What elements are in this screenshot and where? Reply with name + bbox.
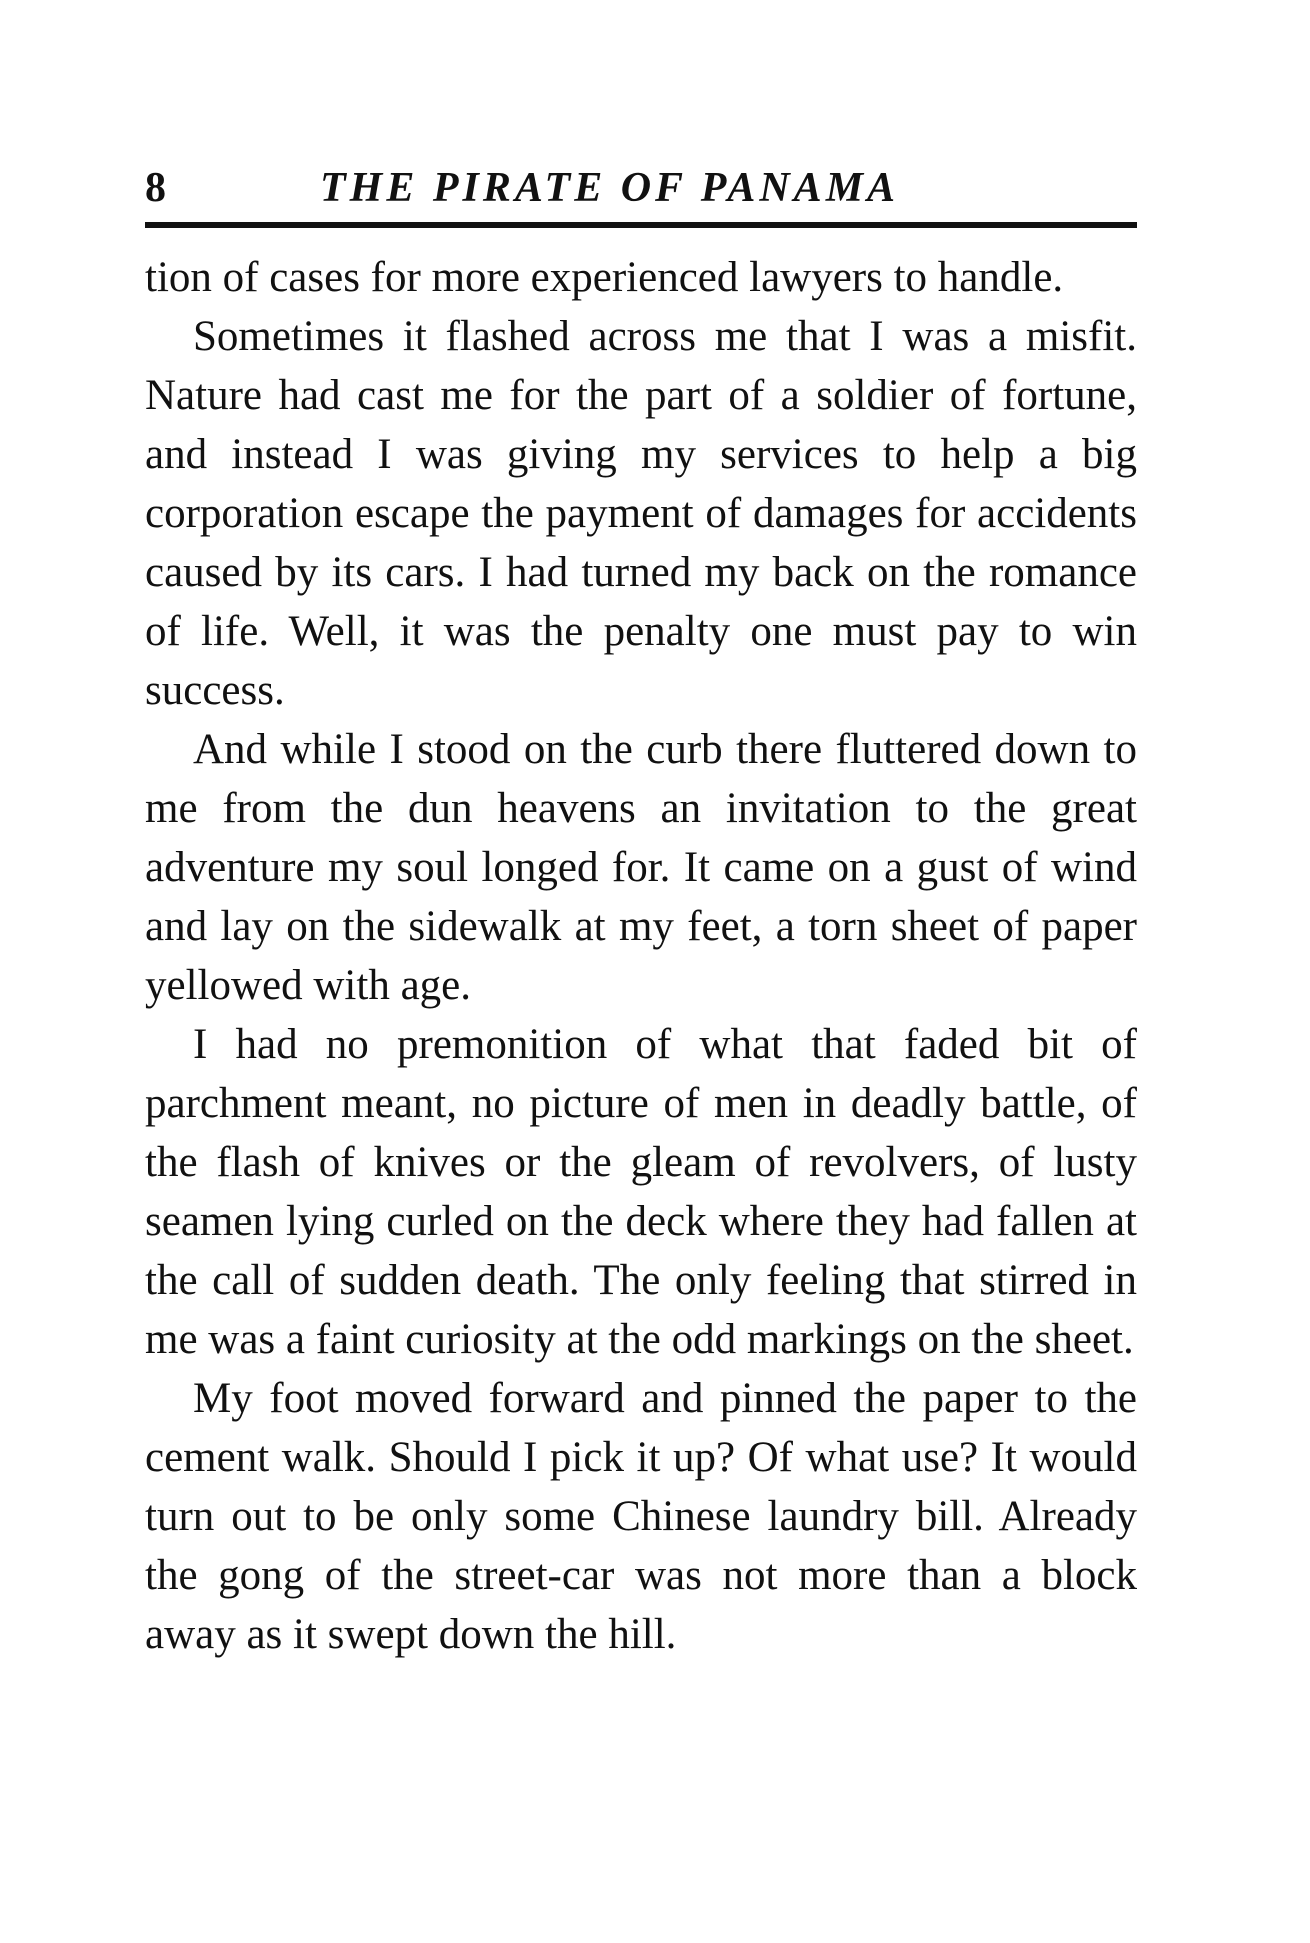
paragraph: And while I stood on the curb there fluttered down to me from the dun heavens an invitation to the great adventure my soul longed for. It came on a gust of wind and lay on the sidewalk at my feet, a torn sheet of paper yellowed with age.: [145, 726, 1137, 1009]
running-head: [145, 160, 1137, 220]
paragraph: I had no premonition of what that faded bit of parchment meant, no picture of men in deadly battle, of the flash of knives or the gleam of revolvers, of lusty seamen lying curled on the deck where they had fallen at the call of sudden death. The only feeling that stirred in me was a faint curiosity at the odd markings on the sheet.: [145, 1021, 1137, 1363]
page-number: 8: [145, 165, 166, 211]
paragraph: Sometimes it flashed across me that I was a misfit. Nature had cast me for the part of a soldier of fortune, and instead I was giving my services to help a big corporation escape the payment of damages for accidents caused by its cars. I had turned my back on the romance of life. Well, it was the penalty one must pay to win success.: [145, 313, 1137, 714]
header-rule: [145, 222, 1137, 228]
body-text: [145, 248, 1137, 1664]
paragraph: My foot moved forward and pinned the paper to the cement walk. Should I pick it up? Of what use? It would turn out to be only some Chinese laundry bill. Already the gong of the street-car was not more than a block away as it swept down the hill.: [145, 1375, 1137, 1658]
book-title: THE PIRATE OF PANAMA: [320, 165, 900, 211]
paragraph-continuation: tion of cases for more experienced lawyers to handle.: [145, 254, 1064, 301]
